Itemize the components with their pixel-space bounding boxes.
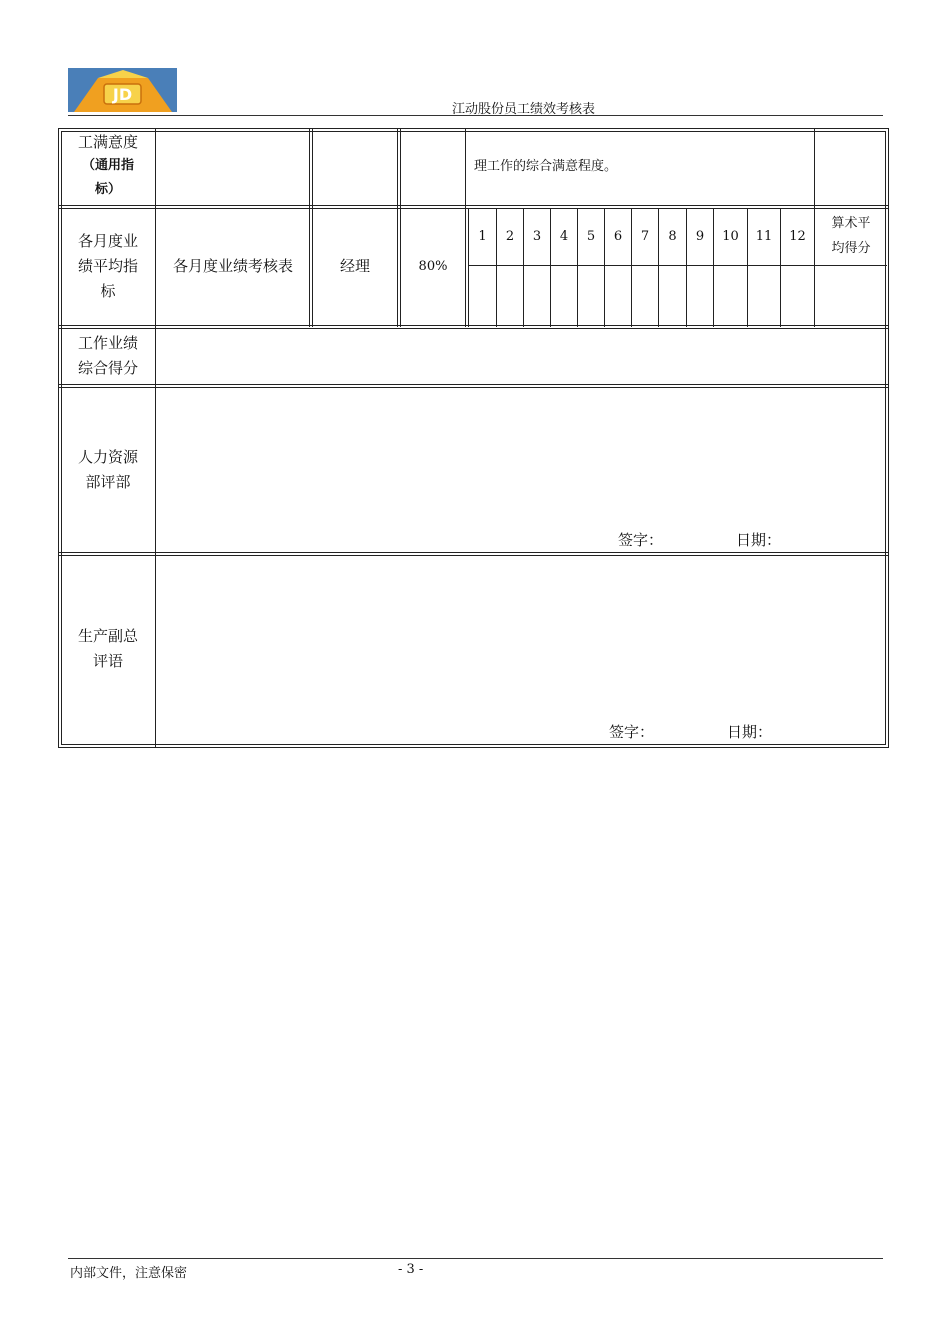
month-header: 9: [695, 229, 705, 244]
vp-date-label: 日期：: [727, 723, 773, 741]
monthly-assessor: 经理: [339, 257, 370, 275]
hr-signature-label: 签字：: [618, 531, 664, 549]
satisfaction-label: 工满意度 （通用指 标）: [77, 133, 138, 197]
vp-signature-label: 签字：: [609, 723, 655, 741]
month-header: 1: [478, 229, 487, 244]
month-header: 7: [640, 229, 650, 244]
monthly-weight: 80%: [418, 259, 448, 274]
month-header: 2: [505, 229, 515, 244]
monthly-label: 各月度业 绩平均指 标: [77, 232, 138, 300]
monthly-source: 各月度业绩考核表: [172, 257, 293, 275]
footer-divider: [68, 1258, 883, 1259]
month-header: 5: [586, 229, 596, 244]
company-logo: [68, 68, 177, 112]
month-header: 10: [722, 229, 739, 244]
logo-lettering: JD: [112, 85, 133, 104]
month-header: 8: [668, 229, 677, 244]
page-number: - 3 -: [398, 1262, 424, 1277]
vp-comment-label: 生产副总 评语: [77, 627, 138, 670]
confidential-notice: 内部文件，注意保密: [70, 1266, 188, 1281]
document-title: 江动股份员工绩效考核表: [452, 102, 596, 117]
hr-date-label: 日期：: [736, 531, 782, 549]
month-header: 11: [755, 229, 773, 244]
month-header: 6: [613, 229, 623, 244]
overall-score-label: 工作业绩 综合得分: [77, 334, 138, 377]
month-header: 4: [559, 229, 569, 244]
average-score-header: 算术平 均得分: [831, 216, 871, 256]
header-divider: [68, 115, 883, 116]
month-header: 12: [789, 229, 806, 244]
satisfaction-description: 理工作的综合满意程度。: [474, 159, 618, 174]
month-header: 3: [532, 229, 542, 244]
hr-comment-label: 人力资源 部评部: [77, 448, 138, 491]
